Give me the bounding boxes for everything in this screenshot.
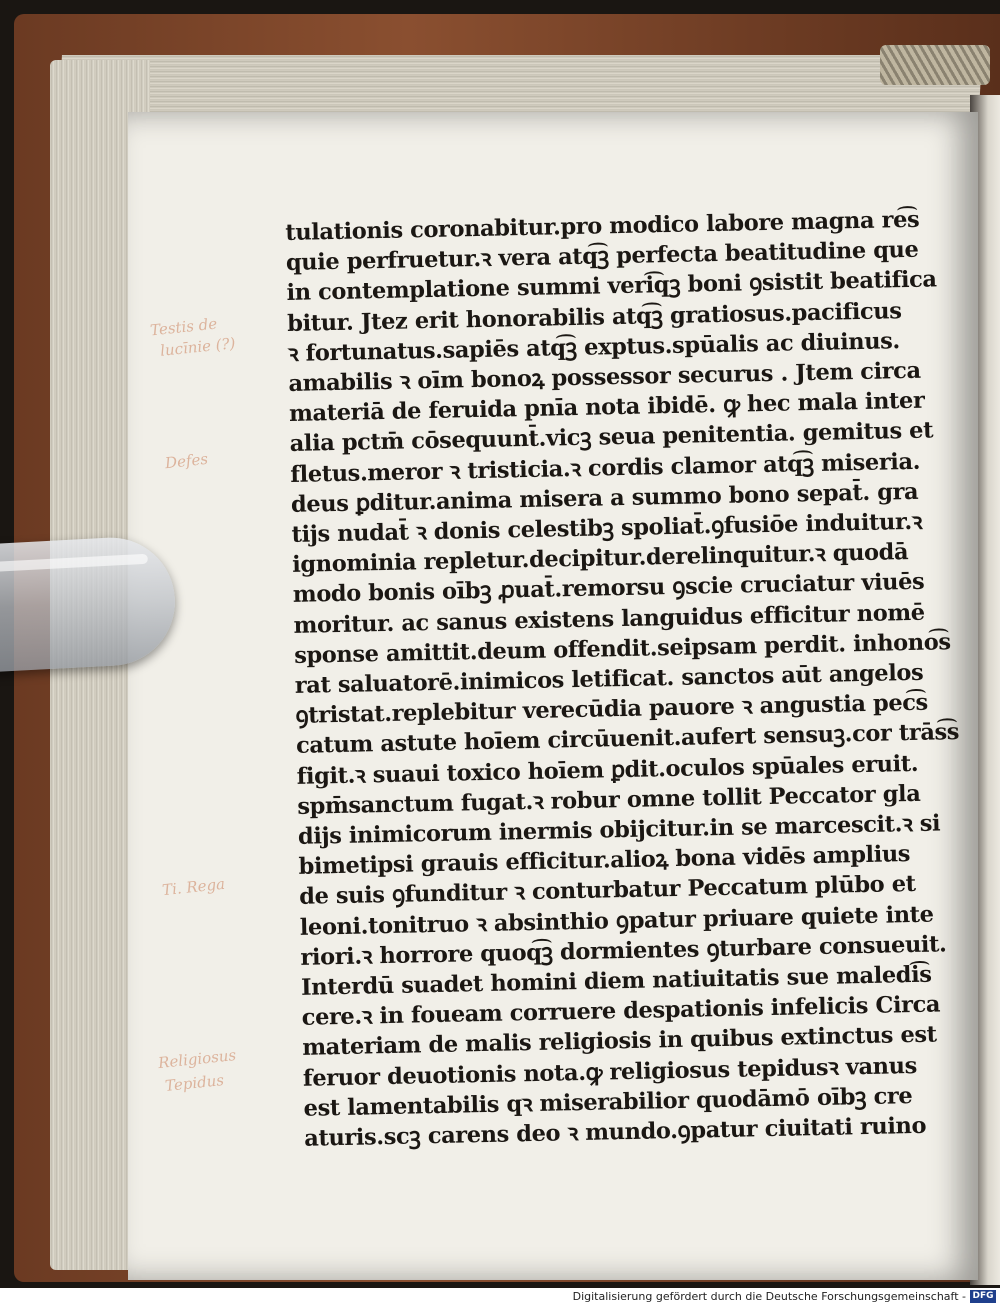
text-line: moritur. ac sanus existens languidus efficitur nomē — [293, 599, 925, 639]
text-line: feruor deuotionis nota.ꝙ religiosus tepidusꝛ vanus — [302, 1052, 918, 1092]
text-line: materiā de feruida pnīa nota ibidē. ꝙ hec mala inter — [288, 387, 925, 428]
dfg-logo: DFG — [970, 1290, 996, 1303]
text-line: bitur. Jtez erit honorabilis atq͡ꝫ gratiosus.pacificus — [286, 297, 902, 337]
text-line: amabilis ꝛ oīm bonoꝝ possessor securus . Jtem circa — [288, 357, 921, 397]
text-line: figit.ꝛ suaui toxico hoīem ꝑdit.oculos spūales eruit. — [296, 750, 919, 790]
text-line: riori.ꝛ horrore quoq͡ꝫ dormientes ꝯturbare consueuit. — [300, 931, 947, 971]
text-line: tijs nudat̄ ꝛ donis celestibꝫ spoliat̄.ꝯfusiōe induitur.ꝛ — [291, 508, 923, 548]
text-line: rat saluatorē.inimicos letificat. sanctos aūt angelos — [294, 659, 924, 699]
text-line: modo bonis oībꝫ ꝓuat̄.remorsu ꝯscie cruciatur viuēs — [292, 569, 925, 609]
text-line: alia pctm̄ cōsequunt̄.vicꝫ seua penitentia. gemitus et — [289, 417, 934, 458]
text-line: bimetipsi grauis efficitur.alioꝝ bona vidēs amplius — [298, 841, 911, 881]
marginal-note: Ti. Rega — [161, 874, 226, 900]
marginal-note: lucīnie (?) — [159, 334, 237, 360]
text-line: spm̄sanctum fugat.ꝛ robur omne tollit Peccator gla — [297, 780, 921, 820]
marginal-note: Defes — [164, 449, 209, 473]
marginal-note: Religiosus — [157, 1045, 237, 1073]
text-line: dijs inimicorum inermis obijcitur.in se marcescit.ꝛ si — [297, 810, 941, 850]
text-line: aturis.scꝫ carens deo ꝛ mundo.ꝯpatur ciuitati ruino — [304, 1112, 927, 1152]
text-line: leoni.tonitruo ꝛ absinthio ꝯpatur priuare quiete inte — [299, 901, 934, 941]
marginal-note: Tepidus — [164, 1070, 225, 1096]
text-line: de suis ꝯfunditur ꝛ conturbatur Peccatum plūbo et — [298, 871, 916, 911]
funding-credit: Digitalisierung gefördert durch die Deutsche Forschungsgemeinschaft - — [572, 1290, 966, 1303]
text-line: materiam de malis religiosis in quibus extinctus est — [302, 1022, 937, 1062]
printed-text-block — [285, 205, 960, 1154]
text-line: ignominia repletur.decipitur.derelinquitur.ꝛ quodā — [291, 539, 909, 579]
text-line: ꝯtristat.replebitur verecūdia pauore ꝛ angustia pec͡s — [295, 689, 929, 730]
text-line: deus ꝑditur.anima misera a summo bono sepat̄. gra — [290, 478, 919, 518]
text-line: fletus.meror ꝛ tristicia.ꝛ cordis clamor atq͡ꝫ miseria. — [290, 448, 921, 488]
text-line: cere.ꝛ in foueam corruere despationis infelicis Circa — [301, 991, 941, 1032]
text-line: quie perfruetur.ꝛ vera atq͡ꝫ perfecta beatitudine que — [285, 236, 919, 277]
text-line: sponse amittit.deum offendit.seipsam perdit. inhono͡s — [293, 629, 951, 669]
text-line: est lamentabilis qꝛ miserabilior quodāmō oībꝫ cre — [303, 1082, 913, 1122]
text-line: tulationis coronabitur.pro modico labore magna re͡s — [285, 206, 920, 246]
footer-bar — [0, 1288, 1000, 1306]
headband — [880, 45, 990, 85]
text-line: Interdū suadet homini diem natiuitatis sue maledi͡s — [300, 961, 932, 1001]
text-line: in contemplatione summi veri͡qꝫ boni ꝯsistit beatifica — [286, 266, 937, 307]
marginal-note: Testis de — [149, 314, 218, 340]
text-line: ꝛ fortunatus.sapiēs atq͡ꝫ exptus.spūalis ac diuinus. — [287, 327, 901, 367]
text-line: catum astute hoīem circūuenit.aufert sensuꝫ.cor trās͡s — [295, 719, 960, 760]
